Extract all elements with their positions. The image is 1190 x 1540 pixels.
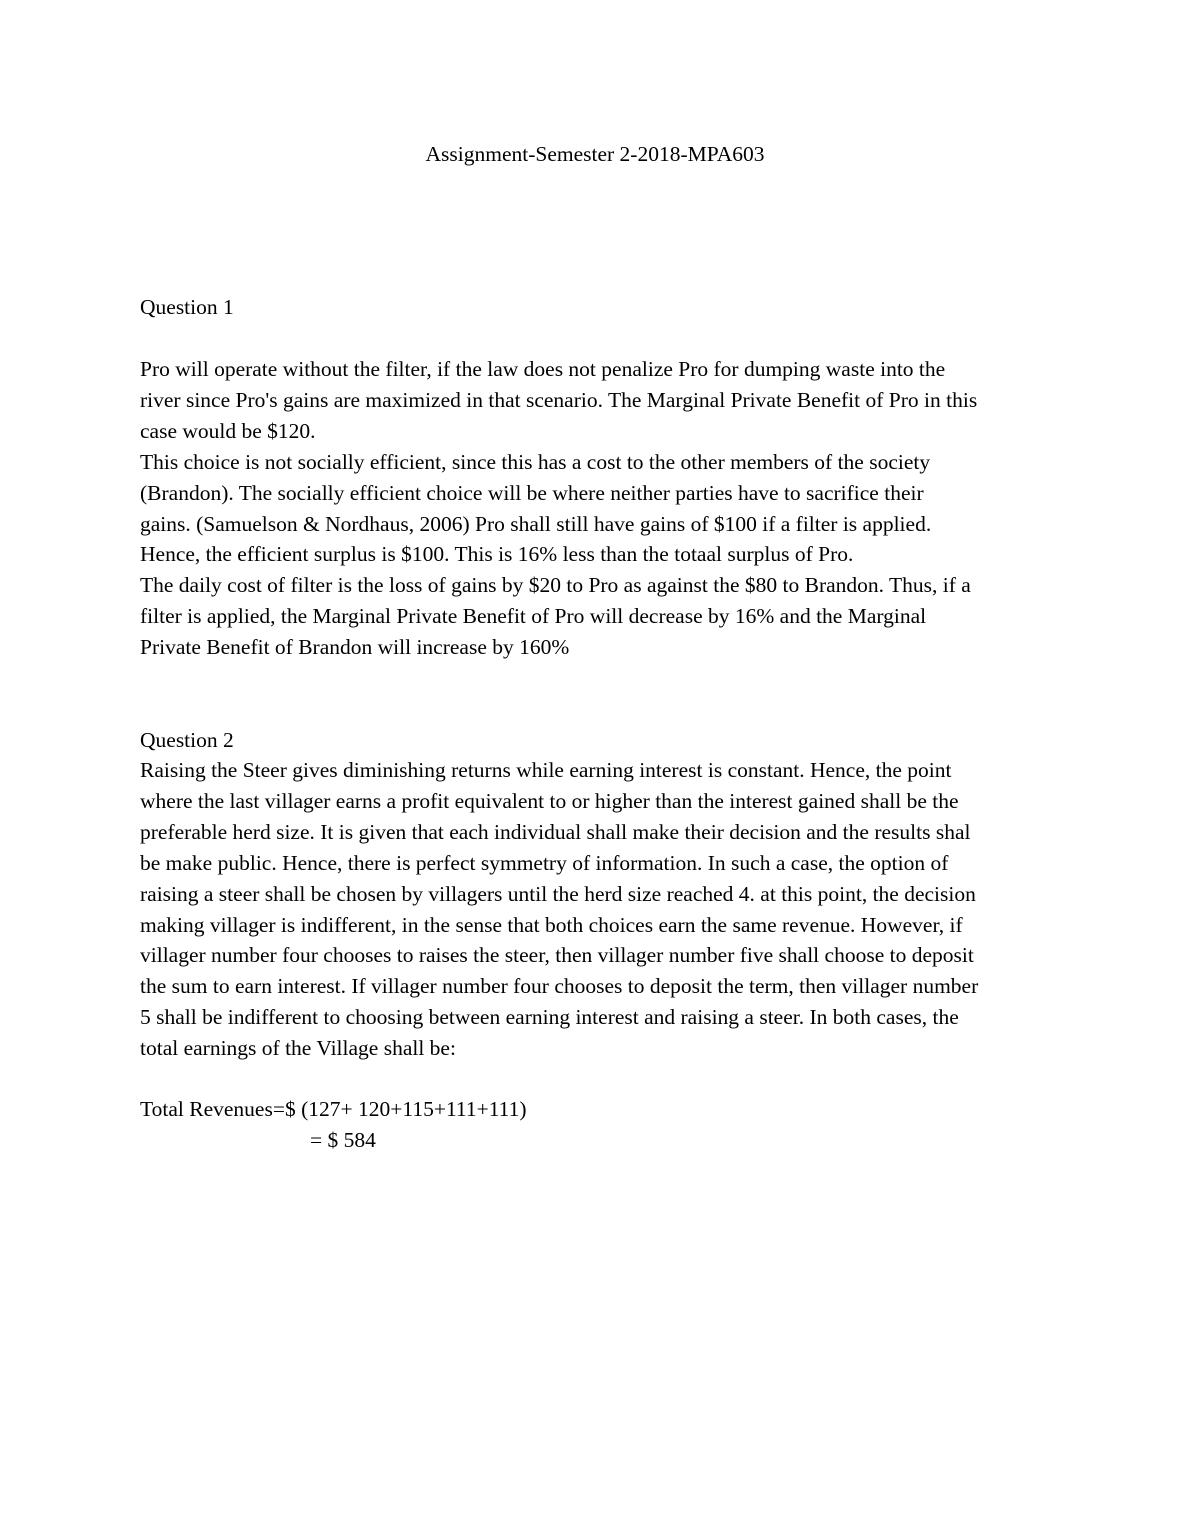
- paragraph-line: This choice is not socially efficient, since this has a cost to the other members of the society: [140, 449, 931, 474]
- question-2-body: [140, 755, 1055, 1064]
- paragraph-line: gains. (Samuelson & Nordhaus, 2006) Pro shall still have gains of $100 if a filter is applied.: [140, 511, 932, 536]
- paragraph-line: case would be $120.: [140, 418, 316, 443]
- paragraph-line: raising a steer shall be chosen by villagers until the herd size reached 4. at this point, the decision: [140, 881, 976, 906]
- paragraph-line: river since Pro's gains are maximized in that scenario. The Marginal Private Benefit of Pro in this: [140, 387, 978, 412]
- document-title: Assignment-Semester 2-2018-MPA603: [425, 142, 765, 166]
- paragraph-line: where the last villager earns a profit equivalent to or higher than the interest gained shall be the: [140, 788, 959, 813]
- paragraph-line: villager number four chooses to raises the steer, then villager number five shall choose to deposit: [140, 943, 974, 968]
- paragraph-line: (Brandon). The socially efficient choice will be where neither parties have to sacrifice their: [140, 480, 924, 505]
- paragraph-line: the sum to earn interest. If villager number four chooses to deposit the term, then villager number: [140, 974, 979, 999]
- paragraph-line: total earnings of the Village shall be:: [140, 1036, 456, 1061]
- paragraph-line: filter is applied, the Marginal Private Benefit of Pro will decrease by 16% and the Marginal: [140, 604, 927, 629]
- question-2-heading: Question 2: [140, 728, 234, 752]
- total-revenues-result: = $ 584: [310, 1128, 376, 1152]
- question-1-body: [140, 354, 1055, 663]
- paragraph-line: preferable herd size. It is given that each individual shall make their decision and the results shal: [140, 819, 971, 844]
- paragraph-line: The daily cost of filter is the loss of gains by $20 to Pro as against the $80 to Brandon. Thus, if a: [140, 573, 971, 598]
- paragraph-line: Private Benefit of Brandon will increase by 160%: [140, 635, 570, 660]
- paragraph-line: Raising the Steer gives diminishing returns while earning interest is constant. Hence, the point: [140, 758, 952, 782]
- paragraph-line: be make public. Hence, there is perfect symmetry of information. In such a case, the option of: [140, 850, 949, 875]
- paragraph-line: making villager is indifferent, in the sense that both choices earn the same revenue. However, if: [140, 912, 963, 937]
- paragraph-line: 5 shall be indifferent to choosing between earning interest and raising a steer. In both cases, the: [140, 1005, 959, 1030]
- total-revenues-formula: Total Revenues=$ (127+ 120+115+111+111): [140, 1097, 527, 1121]
- paragraph-line: Pro will operate without the filter, if the law does not penalize Pro for dumping waste into the: [140, 357, 946, 381]
- question-1-heading: Question 1: [140, 295, 234, 319]
- paragraph-line: Hence, the efficient surplus is $100. This is 16% less than the totaal surplus of Pro.: [140, 542, 854, 567]
